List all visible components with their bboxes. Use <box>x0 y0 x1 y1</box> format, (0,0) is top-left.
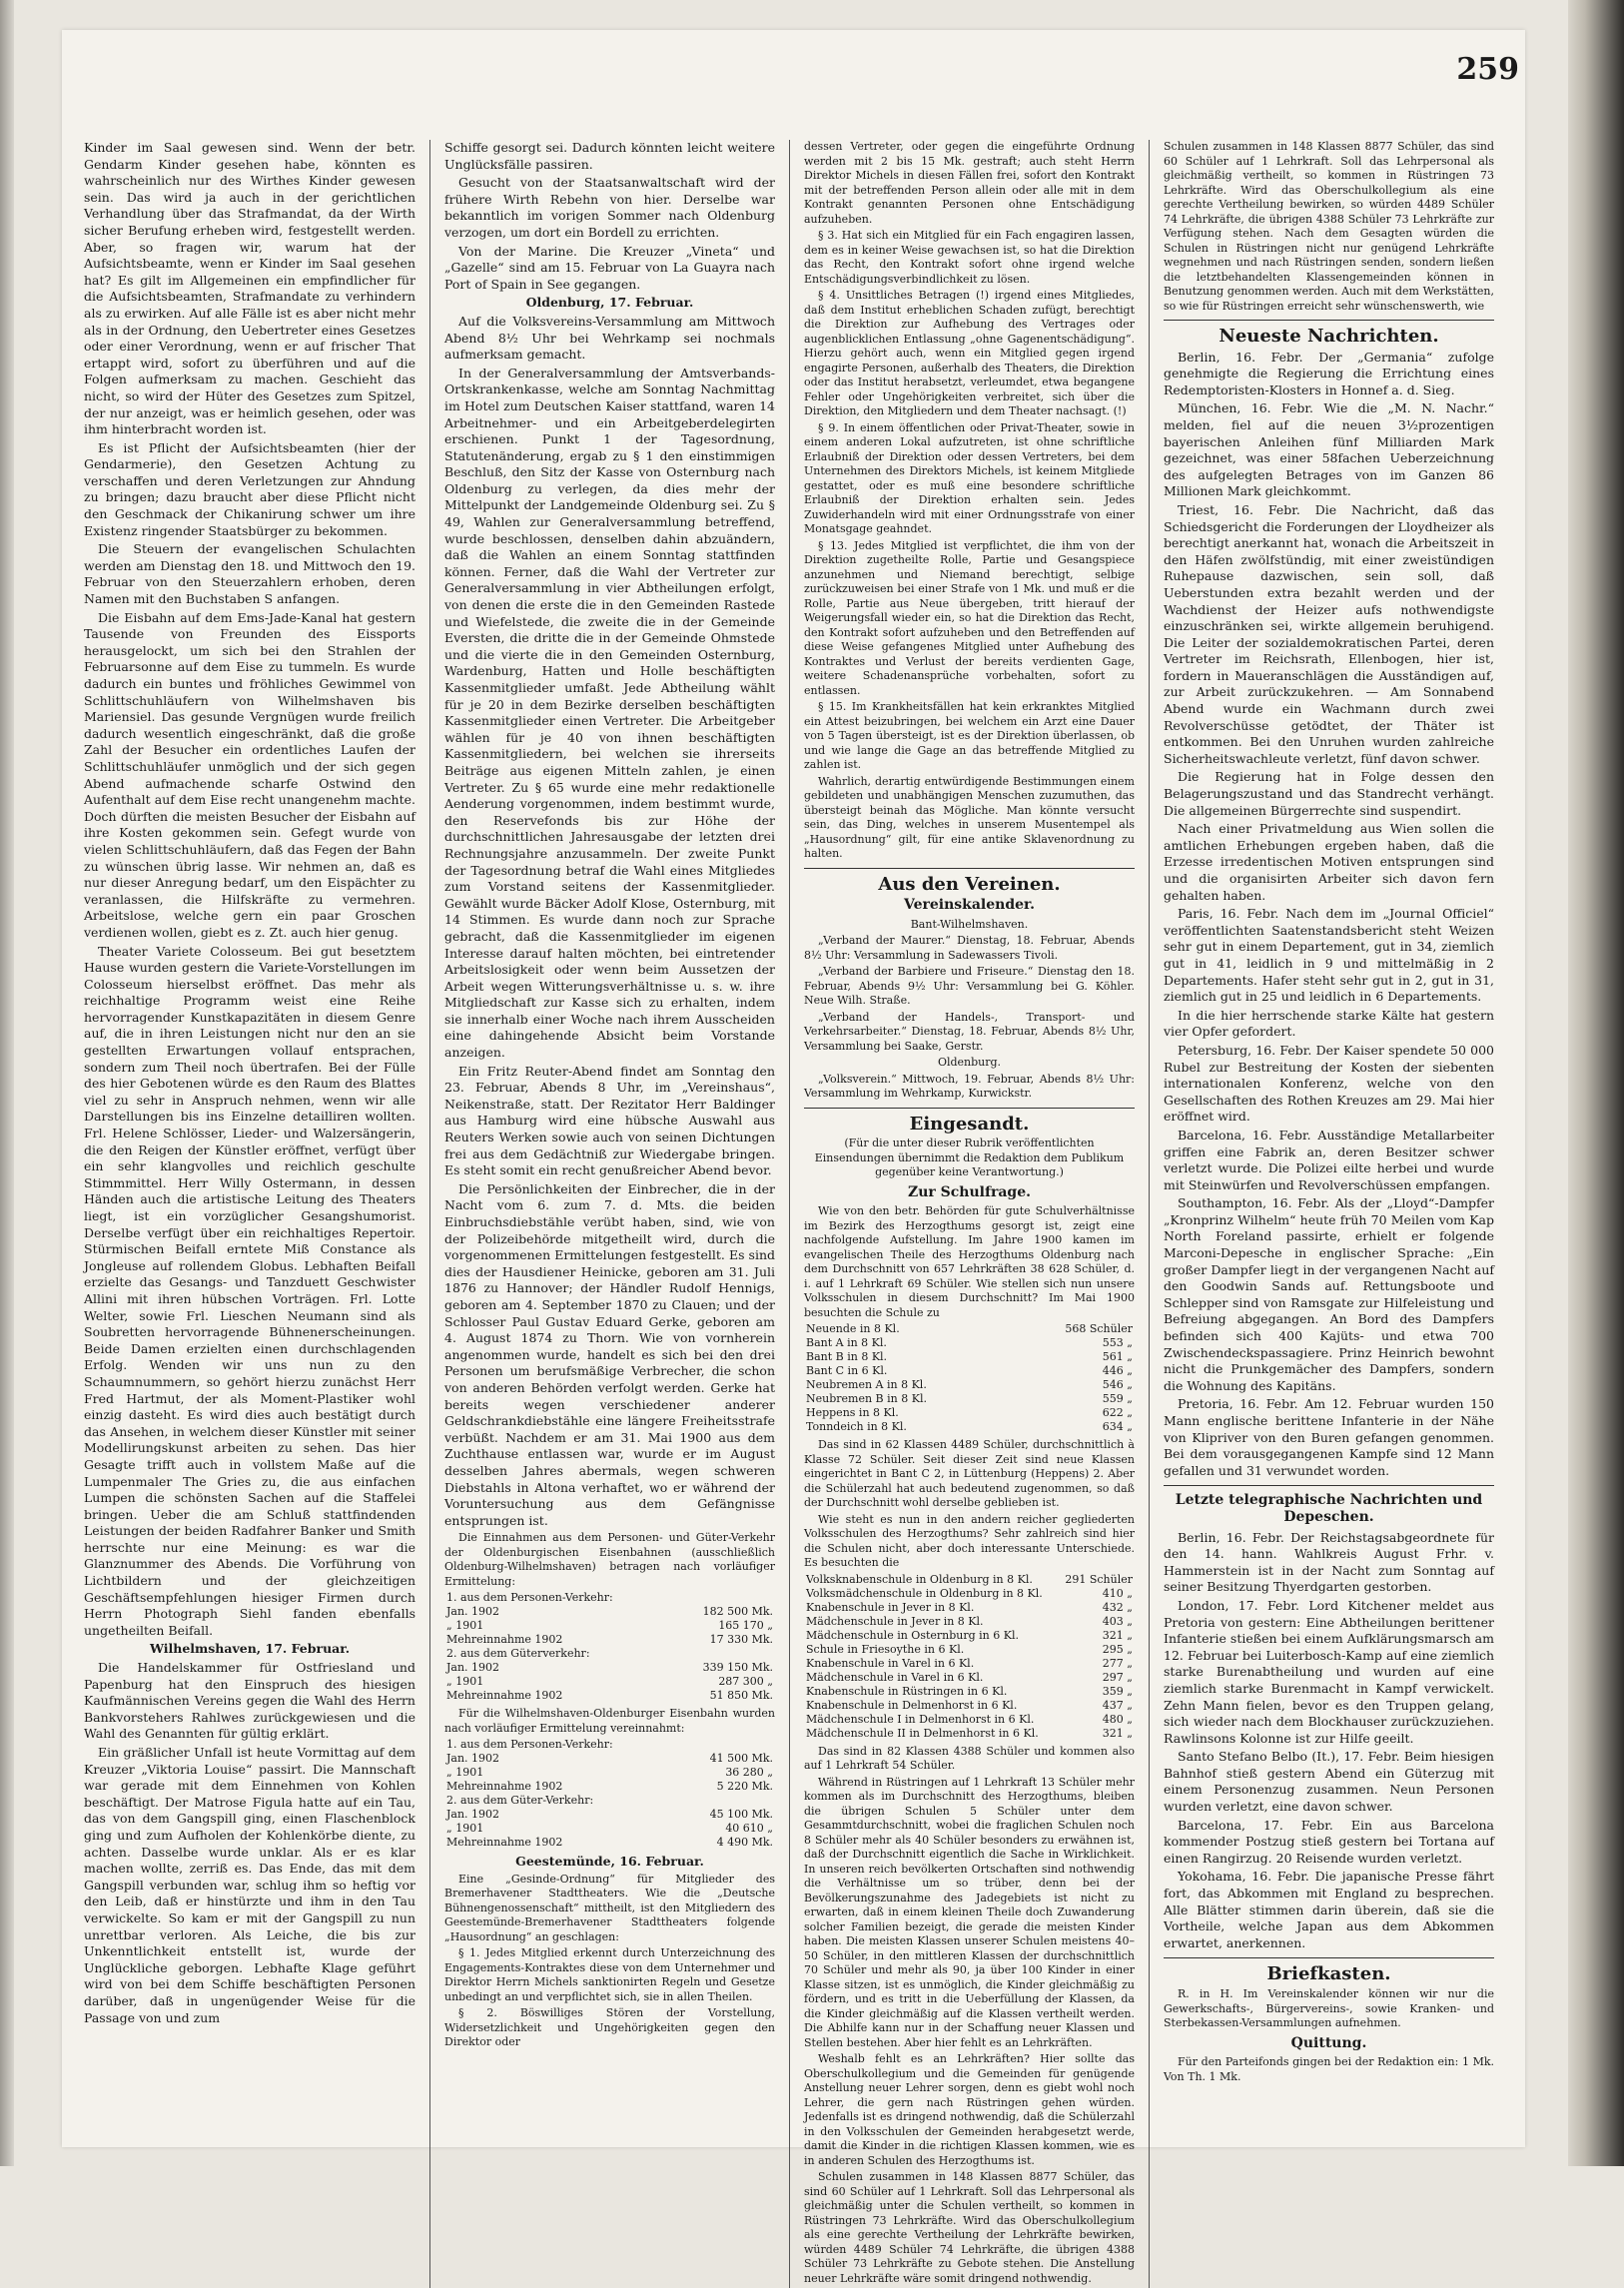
event-item: „Verband der Maurer.“ Dienstag, 18. Februar, Abends 8½ Uhr: Versammlung in Sadewassers Tivoli. <box>804 934 1135 962</box>
table-row: Mehreinnahme 1902 51 850 Mk. <box>446 1689 773 1703</box>
dateline: Wilhelmshaven, 17. Februar. <box>149 1641 351 1657</box>
table-row: „ 1901 165 170 „ <box>446 1619 773 1633</box>
table-row: Knabenschule in Jever in 8 Kl. 432 „ <box>806 1600 1133 1614</box>
article-text: Gesucht von der Staatsanwaltschaft wird der frühere Wirth Rebehn von hier. Derselbe war bekanntlich im vorigen Sommer nach Oldenburg verzogen, um dort ein Bordell zu errichten. <box>444 175 775 240</box>
table-row: Mehreinnahme 1902 4 490 Mk. <box>446 1836 773 1850</box>
news-item: Die Regierung hat in Folge dessen den Belagerungszustand und das Standrecht verhängt. Die allgemeinen Bürgerrechte sind suspendirt. <box>1164 769 1494 818</box>
news-item: Yokohama, 16. Febr. Die japanische Presse fährt fort, das Abkommen mit England zu besprechen. Alle Blätter stimmen darin überein, daß sie die Vortheile, welche Japan aus dem Abkommen erwartet, anerkennen. <box>1164 1869 1494 1950</box>
event-item: „Verband der Handels-, Transport- und Verkehrsarbeiter.“ Dienstag, 18. Februar, Abends 8½ Uhr, Versammlung bei Saake, Gerstr. <box>804 1010 1135 1053</box>
news-item: London, 17. Febr. Lord Kitchener meldet aus Pretoria von gestern: Eine Abtheilungen berittener Infanterie stießen bei einem Aufklärungsmarsch am 12. Februar bei Luiterbosch-Kamp auf eine ziemlich starke Burenabtheilung und wurden auf eine ziemlich starke Burenmacht in Kampf verwickelt. Zehn Mann fielen, bevor es den Truppen gelang, sich wieder nach dem Blockhauser zurückzuziehen. Rawlinsons Kolonne ist zur Hilfe geeilt. <box>1164 1597 1494 1746</box>
article-text: Schiffe gesorgt sei. Dadurch könnten leicht weitere Unglücksfälle passiren. <box>444 140 775 172</box>
column-2 <box>429 140 789 2288</box>
article-text: Für die Wilhelmshaven-Oldenburger Eisenbahn wurden nach vorläufiger Ermittelung vereinnahmt: <box>444 1707 775 1735</box>
article-text: Das sind in 82 Klassen 4388 Schüler und kommen also auf 1 Lehrkraft 54 Schüler. <box>804 1744 1135 1773</box>
section-title-telegrams: Letzte telegraphische Nachrichten und Depeschen. <box>1175 1492 1483 1525</box>
section-title-quittung: Quittung. <box>1290 2034 1367 2051</box>
column-3 <box>789 140 1149 2288</box>
table-row: Heppens in 8 Kl. 622 „ <box>806 1406 1133 1420</box>
table-row: Knabenschule in Delmenhorst in 6 Kl. 437 „ <box>806 1698 1133 1712</box>
dateline: Geestemünde, 16. Februar. <box>515 1854 704 1870</box>
article-text: Die Eisbahn auf dem Ems-Jade-Kanal hat gestern Tausende von Freunden des Eissports herausgelockt, um sich bei den Strahlen der Februarsonne auf dem Eise zu tummeln. Es wurde dadurch ein buntes und fröhliches Gewimmel von Schlittschuhläufern von Wilhelmshaven bis Mariensiel. Das gesunde Vergnügen wurde freilich dadurch wesentlich eingeschränkt, daß die große Zahl der Besucher ein ordentliches Laufen der Schlittschuhläufer unmöglich und der sich gegen Abend aufmachende scharfe Ostwind den Aufenthalt auf dem Eise recht unangenehm machte. Doch dürften die meisten Besucher der Eisbahn auf ihre Kosten gekommen sein. Gefegt wurde von vielen Schlittschuhläufern, daß das Fegen der Bahn zu wünschen übrig lasse. Wir nehmen an, daß es nur dieser Anregung bedarf, um den Eispächter zu veranlassen, die Hilfskräfte zu vermehren. Arbeitslose, welche gern ein paar Groschen verdienen wollen, giebt es z. Zt. auch hier genug. <box>84 609 415 940</box>
article-text: Weshalb fehlt es an Lehrkräften? Hier sollte das Oberschulkollegium und die Gemeinden für genügende Anstellung neuer Lehrer sorgen, denn es giebt wohl noch Lehrer, die gern nach Rüstringen gehen würden. Jedenfalls ist es dringend nothwendig, daß die Schülerzahl in den Volksschulen der Gemeinden herabgesetzt werde, damit die Kinder in die richtigen Klassen kommen, wie es in anderen Schulen des Herzogthums ist. <box>804 2052 1135 2167</box>
columns <box>70 140 1508 2285</box>
article-text: Auf die Volksvereins-Versammlung am Mittwoch Abend 8½ Uhr bei Wehrkamp sei nochmals aufmerksam gemacht. <box>444 313 775 363</box>
table-row: Mädchenschule I in Delmenhorst in 6 Kl. 480 „ <box>806 1712 1133 1726</box>
article-text: § 2. Böswilliges Stören der Vorstellung, Widersetzlichkeit und Ungehörigkeiten gegen den Direktor oder <box>444 2006 775 2049</box>
table-row: Mädchenschule in Jever in 8 Kl. 403 „ <box>806 1614 1133 1628</box>
table-row: Bant C in 6 Kl. 446 „ <box>806 1364 1133 1378</box>
table-row: Knabenschule in Rüstringen in 6 Kl. 359 „ <box>806 1684 1133 1698</box>
article-text: Wahrlich, derartig entwürdigende Bestimmungen einem gebildeten und unabhängigen Menschen zuzumuthen, das übersteigt beinah das Mögliche. Man könnte versucht sein, das Ding, welches in unserem Musentempel als „Hausordnung“ gilt, für eine antike Sklavenordnung zu halten. <box>804 774 1135 860</box>
table-row: 1. aus dem Personen-Verkehr: <box>446 1738 613 1752</box>
divider <box>804 868 1135 869</box>
table-row: Mehreinnahme 1902 17 330 Mk. <box>446 1633 773 1647</box>
table-row: Jan. 1902 41 500 Mk. <box>446 1752 773 1766</box>
news-item: Nach einer Privatmeldung aus Wien sollen die amtlichen Erhebungen ergeben haben, daß die Erzesse irredentischen Motiven entsprungen sind und die organisirten Arbeiter sich davon fern gehalten haben. <box>1164 821 1494 903</box>
table-row: Neuende in 8 Kl. 568 Schüler <box>806 1322 1133 1336</box>
table-row: Bant A in 8 Kl. 553 „ <box>806 1336 1133 1350</box>
news-item: München, 16. Febr. Wie die „M. N. Nachr.“ melden, fiel auf die neuen 3½prozentigen bayerischen Anleihen fünf Milliarden Mark gezeichnet, was einer 58fachen Ueberzeichnung des aufgelegten Betrages von im Ganzen 86 Millionen Mark gleichkommt. <box>1164 400 1494 499</box>
table-row: Knabenschule in Varel in 6 Kl. 277 „ <box>806 1656 1133 1670</box>
table-row: Volksmädchenschule in Oldenburg in 8 Kl. 410 „ <box>806 1586 1133 1600</box>
subsection-title: Vereinskalender. <box>904 897 1035 914</box>
article-text: Die Handelskammer für Ostfriesland und Papenburg hat den Einspruch des hiesigen Kaufmännischen Vereins gegen die Wahl des Herrn Bankvorstehers Rahlwes zurückgewiesen und die Wahl des Genannten für gültig erklärt. <box>84 1660 415 1742</box>
news-item: Berlin, 16. Febr. Der „Germania“ zufolge genehmigte die Regierung die Errichtung eines Redemptoristen-Klosters in Honnef a. d. Sieg. <box>1164 349 1494 397</box>
article-text: Schulen zusammen in 148 Klassen 8877 Schüler, das sind 60 Schüler auf 1 Lehrkraft. Soll das Lehrpersonal als gleichmäßig unter die Schulen vertheilt, so kommen in Rüstringen 73 Lehrkräfte. Wird das Oberschulkollegium als eine gerechte Vertheilung der Lehrkräfte bewirken, würden 4489 Schüler 74 Lehrkräfte, die übrigen 4388 Schüler 73 Lehrkräfte zu Gebote stehen. Die Anstellung neuer Lehrkräfte wäre somit dringend nothwendig. <box>804 2170 1135 2285</box>
revenue-table-1 <box>444 1591 775 1703</box>
subsection-title: Zur Schulfrage. <box>908 1183 1031 1200</box>
page-number: 259 <box>1456 52 1519 87</box>
table-row: Neubremen A in 8 Kl. 546 „ <box>806 1378 1133 1392</box>
section-title-news: Neueste Nachrichten. <box>1218 326 1439 347</box>
article-text: § 15. Im Krankheitsfällen hat kein erkranktes Mitglied ein Attest beizubringen, bei welchem ein Arzt eine Dauer von 5 Tagen übersteigt, ist es der Direktion überlassen, ob und wie lange die Gage an das betreffende Mitglied zu zahlen ist. <box>804 700 1135 771</box>
article-text: Von der Marine. Die Kreuzer „Vineta“ und „Gazelle“ sind am 15. Februar von La Guayra nach Port of Spain in See gegangen. <box>444 243 775 292</box>
article-text: § 4. Unsittliches Betragen (!) irgend eines Mitgliedes, daß dem Institut erheblichen Schaden zufügt, berechtigt die Direktion zur Aufhebung des Vertrages oder augenblicklichen Entlassung „ohne Gagenentschädigung“. Hierzu gehört auch, wenn ein Mitglied gegen irgend engagirte Personen, außerhalb des Theaters, die Direktion oder das Institut herabsetzt, verleumdet, etwa begangene Fehler oder Ungehörigkeiten verbreitet, sich über die Direktion, den Mitgliedern und dem Theater nachsagt. (!) <box>804 289 1135 417</box>
table-row: Mädchenschule II in Delmenhorst in 6 Kl. 321 „ <box>806 1726 1133 1740</box>
article-text: Die Einnahmen aus dem Personen- und Güter-Verkehr der Oldenburgischen Eisenbahnen (ausschließlich Oldenburg-Wilhelmshaven) betragen nach vorläufiger Ermittelung: <box>444 1531 775 1588</box>
table-row: Jan. 1902 182 500 Mk. <box>446 1605 773 1619</box>
article-text: Wie steht es nun in den andern reicher gegliederten Volksschulen des Herzogthums? Sehr zahlreich sind hier die Schulen nicht, aber doch interessante Unterschiede. Es besuchten die <box>804 1512 1135 1570</box>
table-row: Schule in Friesoythe in 6 Kl. 295 „ <box>806 1642 1133 1656</box>
table-row: Neubremen B in 8 Kl. 559 „ <box>806 1392 1133 1406</box>
column-4 <box>1149 140 1508 2288</box>
scan-left-edge <box>0 0 14 2166</box>
table-row: Mädchenschule in Varel in 6 Kl. 297 „ <box>806 1670 1133 1684</box>
news-item: Barcelona, 16. Febr. Ausständige Metallarbeiter griffen eine Fabrik an, deren Besitzer schwer verletzt wurde. Die Polizei eilte herbei und wurde mit Steinwürfen und Revolverschüssen empfangen. <box>1164 1127 1494 1192</box>
divider <box>1164 320 1494 321</box>
article-text: § 3. Hat sich ein Mitglied für ein Fach engagiren lassen, dem es in keiner Weise gewachsen ist, so hat die Direktion das Recht, den Kontrakt sofort ohne irgend welche Entschädigungsverbindlichkeit zu lösen. <box>804 229 1135 286</box>
section-title-briefkasten: Briefkasten. <box>1266 1963 1391 1985</box>
table-row: 2. aus dem Güterverkehr: <box>446 1647 590 1661</box>
school-table-2 <box>804 1573 1135 1741</box>
news-item: In die hier herrschende starke Kälte hat gestern vier Opfer gefordert. <box>1164 1007 1494 1040</box>
article-text: Das sind in 62 Klassen 4489 Schüler, durchschnittlich à Klasse 72 Schüler. Seit dieser Zeit sind neue Klassen eingerichtet in Bant C 2, in Lüttenburg (Heppens) 2. Aber die Schülerzahl hat auch bedeutend zugenommen, so daß der Durchschnitt wohl derselbe geblieben ist. <box>804 1438 1135 1510</box>
place-heading: Oldenburg. <box>937 1056 1002 1070</box>
revenue-table-2 <box>444 1738 775 1850</box>
divider <box>1164 1957 1494 1958</box>
mailbox-item: R. in H. Im Vereinskalender können wir nur die Gewerkschafts-, Bürgervereins-, sowie Kranken- und Sterbekassen-Versammlungen aufnehmen. <box>1164 1987 1494 2029</box>
news-item: Berlin, 16. Febr. Der Reichstagsabgeordnete für den 14. hann. Wahlkreis August Frhr. v. Hammerstein ist in der Nacht zum Sonntag auf seiner Besitzung Thyerdgarten gestorben. <box>1164 1529 1494 1595</box>
news-item: Pretoria, 16. Febr. Am 12. Februar wurden 150 Mann englische berittene Infanterie in der Nähe von Klipriver von den Buren gefangen genommen. Bei dem vorausgegangenen Kampfe sind 12 Mann gefallen und 31 verwundet worden. <box>1164 1396 1494 1478</box>
news-item: Barcelona, 17. Febr. Ein aus Barcelona kommender Postzug stieß gestern bei Tortana auf einen Rangirzug. 20 Reisende wurden verletzt. <box>1164 1817 1494 1866</box>
article-text: § 13. Jedes Mitglied ist verpflichtet, die ihm von der Direktion zugetheilte Rolle, Partie und Gesangspiece anzunehmen und Niemand berechtigt, selbige zurückzuweisen bei einer Strafe von 1 Mk. und muß er die Rolle, Partie aus Neue übergeben, tritt hierauf der Weigerungsfall wieder ein, so hat die Direktion das Recht, den Kontrakt sofort aufzuheben und den Betreffenden auf diese Weise gefangenes Mitglied unter Aufhebung des Kontraktes und Verlust der bereits verdienten Gage, weitere Schadenansprüche vorbehalten, sofort zu entlassen. <box>804 538 1135 697</box>
disclaimer: (Für die unter dieser Rubrik veröffentlichten Einsendungen übernimmt die Redaktion dem Publikum gegenüber keine Verantwortung.) <box>814 1137 1125 1179</box>
article-text: dessen Vertreter, oder gegen die eingeführte Ordnung werden mit 2 bis 15 Mk. gestraft; auch steht Herrn Direktor Michels in diesen Fällen frei, sofort den Kontrakt mit der betreffenden Person allein oder alle mit in dem Kontrakt genannten Personen ohne Entschädigung aufzuheben. <box>804 140 1135 226</box>
table-row: Mädchenschule in Osternburg in 6 Kl. 321 „ <box>806 1628 1133 1642</box>
school-table-1 <box>804 1322 1135 1434</box>
receipt-item: Für den Parteifonds gingen bei der Redaktion ein: 1 Mk. Von Th. 1 Mk. <box>1164 2055 1494 2083</box>
table-row: 1. aus dem Personen-Verkehr: <box>446 1591 613 1605</box>
article-text: Während in Rüstringen auf 1 Lehrkraft 13 Schüler mehr kommen als im Durchschnitt des Herzogthums, bleiben die übrigen Schulen 5 Schüler unter dem Gesammtdurchschnitt, wobei die fraglichen Schulen noch 8 Schüler mehr als 40 Schüler besonders zu erwähnen ist, daß der Durchschnitt eigentlich die Sache in Wirklichkeit. In unseren reich bevölkerten Ortschaften sind nothwendig die Verhältnisse um so trüber, denn bei der Bevölkerungszunahme des Jadegebiets ist nicht zu erwarten, daß in einem kleinen Theile doch Zuwanderung solcher Familien bezeigt, die gerade die meisten Kinder haben. Die meisten Klassen unserer Schulen meistens 40–50 Schüler, in den mittleren Klassen der durchschnittlich 70 Schüler und mehr als 90, ja über 100 Kinder in einer Klasse sitzen, ist es unmöglich, die Kinder gleichmäßig zu fördern, und es tritt in die Ueberfüllung der Klassen, da die Kinder gleichmäßig auf die Klassen vertheilt werden. Die Abhilfe kann nur in der Schaffung neuer Klassen und Stellen bestehen. Aber hier fehlt es an Lehrkräften. <box>804 1775 1135 2049</box>
table-row: Jan. 1902 339 150 Mk. <box>446 1661 773 1675</box>
article-text: Es ist Pflicht der Aufsichtsbeamten (hier der Gendarmerie), den Gesetzen Achtung zu verschaffen und deren Verletzungen zur Ahndung zu bringen; dazu braucht aber diese Pflicht nicht den Geschmack der Chikanirung schwer um ihre Existenz ringender Staatsbürger zu bekommen. <box>84 439 415 538</box>
book-spine-shadow <box>1568 0 1624 2166</box>
article-text: Schulen zusammen in 148 Klassen 8877 Schüler, das sind 60 Schüler auf 1 Lehrkraft. Soll das Lehrpersonal als gleichmäßig vertheilt, so kommen in Rüstringen 73 Lehrkräfte. Wird das Oberschulkollegium als eine gerechte Vertheilung bewirken, so würden 4489 Schüler 74 Lehrkräfte, die übrigen 4388 Schüler 73 Lehrkräfte zur Verfügung stehen. Nach dem Gesagten würden die Schulen in Rüstringen nicht nur genügend Lehrkräfte wegnehmen und nach Rüstringen senden, sondern ließen die letztbehandelten Klassengemeinden können in Benutzung genommen werden. Auch mit dem Werkstätten, so wie für Rüstringen erreicht sehr wünschenswerth, wie <box>1164 140 1494 313</box>
table-row: „ 1901 287 300 „ <box>446 1675 773 1689</box>
news-item: Paris, 16. Febr. Nach dem im „Journal Officiel“ veröffentlichten Saatenstandsbericht steht Weizen sehr gut in einem Departement, gut in 34, ziemlich gut in 41, leidlich in 9 und mittelmäßig in 2 Departements. Hafer steht sehr gut in 2, gut in 31, ziemlich gut in 25 und leidlich in 6 Departements. <box>1164 906 1494 1005</box>
place-heading: Bant-Wilhelmshaven. <box>910 917 1029 931</box>
article-text: Die Persönlichkeiten der Einbrecher, die in der Nacht vom 6. zum 7. d. Mts. die beiden Einbruchsdiebstähle verübt haben, sind, wie von der Polizeibehörde mitgetheilt wird, durch die vorgenommenen Ermittelungen festgestellt. Es sind dies der Hausdiener Heinicke, geboren am 31. Juli 1876 zu Hannover; der Händler Rudolf Hennigs, geboren am 4. September 1870 zu Clauen; und der Schlosser Paul Gustav Eduard Gerke, geboren am 4. August 1874 zu Thorn. Wie von vornherein angenommen wurde, handelt es sich bei den drei Personen um berufsmäßige Verbrecher, die schon von anderen Behörden verfolgt werden. Gerke hat bereits wegen verschiedener anderer Geldschrankdiebstähle eine längere Freiheitsstrafe verbüßt. Nachdem er am 31. Mai 1900 aus dem Zuchthause entlassen war, wurde er im August desselben Jahres abermals, wegen schweren Diebstahls in Altona verhaftet, wo er während der Voruntersuchung aus dem Gefängnisse entsprungen ist. <box>444 1180 775 1528</box>
news-item: Triest, 16. Febr. Die Nachricht, daß das Schiedsgericht die Forderungen der Lloydheizer als berechtigt anerkannt hat, wonach die Arbeitszeit in den Häfen zwölfstündig, mit einer zweistündigen Ruhepause dazwischen, sein soll, daß Ueberstunden extra bezahlt werden und der Wachdienst der Heizer aufs nothwendigste einzuschränken sei, wirkte allgemein beruhigend. Die Leiter der sozialdemokratischen Partei, deren Vertreter im Reichsrath, Ellenbogen, hier ist, fordern in Maueranschlägen die Ausständigen auf, zur Arbeit zurückzukehren. — Am Sonnabend Abend wurde ein Wachmann durch zwei Revolverschüsse getödtet, der Thäter ist entkommen. Bei den Unruhen wurden zahlreiche Sicherheitswachleute verletzt, fünf davon schwer. <box>1164 501 1494 766</box>
divider <box>804 1108 1135 1109</box>
table-row: Bant B in 8 Kl. 561 „ <box>806 1350 1133 1364</box>
article-text: § 9. In einem öffentlichen oder Privat-Theater, sowie in einem anderen Lokal aufzutreten, ist ohne schriftliche Erlaubniß der Direktion oder dessen Vertreters, bei dem Unternehmen des Direktors Michels, ist keinem Mitgliede gestattet, oder es muß eine besondere schriftliche Erlaubniß der Direktion erhalten sein. Jedes Zuwiderhandeln wird mit einer Ordnungsstrafe von einer Monatsgage geahndet. <box>804 420 1135 535</box>
article-text: Kinder im Saal gewesen sind. Wenn der betr. Gendarm Kinder gesehen habe, könnten es wahrscheinlich nur des Wirthes Kinder gewesen sein. Das wird ja auch in der gerichtlichen Verhandlung über das Strafmandat, da der Wirth sicher Berufung erheben wird, festgestellt werden. Aber, so fragen wir, warum hat der Aufsichtsbeamte, wenn er Kinder im Saal gesehen hat? Es gilt im Allgemeinen ein empfindlicher für die Aufsichtsbeamten, Strafmandate zu verhindern als zu erwirken. Auf alle Fälle ist es aber nicht mehr als in der Ordnung, den Uebertreter eines Gesetzes oder einer Verordnung, wenn er auf frischer That ertappt wird, sofort zu überführen und auf die Folgen aufmerksam zu machen. Geschieht das nicht, so wird der Hüter des Gesetzes zum Spitzel, der nur anzeigt, was er heimlich gesehen, oder was ihm hinterbracht worden ist. <box>84 140 415 437</box>
table-row: „ 1901 40 610 „ <box>446 1822 773 1836</box>
news-item: Petersburg, 16. Febr. Der Kaiser spendete 50 000 Rubel zur Bestreitung der Kosten der siebenten internationalen Konferenz, welche von den Gesellschaften des Rothen Kreuzes am 29. Mai hier eröffnet wird. <box>1164 1042 1494 1125</box>
article-text: Eine „Gesinde-Ordnung“ für Mitglieder des Bremerhavener Stadttheaters. Wie die „Deutsche Bühnengenossenschaft“ mittheilt, ist den Mitgliedern des Geestemünde-Bremerhavener Stadttheaters folgende „Hausordnung“ an geschlagen: <box>444 1872 775 1943</box>
news-item: Santo Stefano Belbo (It.), 17. Febr. Beim hiesigen Bahnhof stieß gestern Abend ein Güterzug mit einem Personenzug zusammen. Neun Personen wurden verletzt, eine davon schwer. <box>1164 1749 1494 1815</box>
event-item: „Verband der Barbiere und Friseure.“ Dienstag den 18. Februar, Abends 9½ Uhr: Versammlung bei G. Köhler. Neue Wilh. Straße. <box>804 965 1135 1008</box>
dateline: Oldenburg, 17. Februar. <box>525 295 694 311</box>
section-title-eingesandt: Eingesandt. <box>909 1113 1030 1135</box>
table-row: Jan. 1902 45 100 Mk. <box>446 1808 773 1822</box>
newspaper-page <box>62 30 1525 2285</box>
section-title-vereine: Aus den Vereinen. <box>878 873 1061 895</box>
divider <box>1164 1485 1494 1486</box>
table-row: „ 1901 36 280 „ <box>446 1766 773 1780</box>
article-text: § 1. Jedes Mitglied erkennt durch Unterzeichnung des Engagements-Kontraktes diese von dem Unternehmer und Direktor Herrn Michels sanktionirten Regeln und Gesetze unbedingt an und verpflichtet sich, sie in allen Theilen. <box>444 1946 775 2003</box>
table-row: Mehreinnahme 1902 5 220 Mk. <box>446 1780 773 1794</box>
table-row: 2. aus dem Güter-Verkehr: <box>446 1794 594 1808</box>
news-item: Southampton, 16. Febr. Als der „Lloyd“-Dampfer „Kronprinz Wilhelm“ heute früh 70 Meilen vom Kap North Foreland passirte, erhielt er folgende Marconi-Depesche in englischer Sprache: „Ein großer Dampfer liegt in der vergangenen Nacht auf den Goodwin Sands auf. Rettungsboote und Schlepper sind von Ramsgate zur Hilfeleistung und Befreiung abgegangen. An Bord des Dampfers befinden sich 400 Kajüts- und etwa 700 Zwischendeckspassagiere. Prinz Heinrich bewohnt nicht die Prunkgemächer des Dampfers, sondern die Wohnung des Kapitäns. <box>1164 1195 1494 1393</box>
table-row: Tonndeich in 8 Kl. 634 „ <box>806 1420 1133 1434</box>
column-1 <box>70 140 429 2288</box>
table-row: Volksknabenschule in Oldenburg in 8 Kl. 291 Schüler <box>806 1572 1133 1586</box>
event-item: „Volksverein.“ Mittwoch, 19. Februar, Abends 8½ Uhr: Versammlung im Wehrkamp, Kurwickstr. <box>804 1072 1135 1101</box>
article-text: Wie von den betr. Behörden für gute Schulverhältnisse im Bezirk des Herzogthums gesorgt ist, zeigt eine nachfolgende Aufstellung. Im Jahre 1900 kamen im evangelischen Theile des Herzogthums Oldenburg nach dem Durchschnitt von 657 Lehrkräften 38 628 Schüler, d. i. auf 1 Lehrkraft 69 Schüler. Wie stellen sich nun unsere Volksschulen in diesem Durchschnitt? Im Mai 1900 besuchten die Schule zu <box>804 1204 1135 1319</box>
article-text: Ein Fritz Reuter-Abend findet am Sonntag den 23. Februar, Abends 8 Uhr, im „Vereinshaus“, Neikenstraße, statt. Der Rezitator Herr Baldinger aus Hamburg wird eine hübsche Auswahl aus Reuters Werken sowie auch von seinen Dichtungen frei aus dem Gedächtniß zur Wiedergabe bringen. Es steht somit ein recht genußreicher Abend bevor. <box>444 1063 775 1178</box>
article-text: In der Generalversammlung der Amtsverbands-Ortskrankenkasse, welche am Sonntag Nachmittag im Hotel zum Deutschen Kaiser stattfand, waren 14 Arbeitnehmer- und ein Arbeitgeberdelegirten erschienen. Punkt 1 der Tagesordnung, Statutenänderung, ergab zu § 1 den einstimmigen Beschluß, den Sitz der Kasse von Osternburg nach Oldenburg zu verlegen, da dies mehr der Mittelpunkt der Landgemeinde Oldenburg sei. Zu § 49, Wahlen zur Generalversammlung betreffend, wurde beschlossen, denselben dahin abzuändern, daß die Wahlen an einem Sonntag stattfinden können. Ferner, daß die Wahl der Vertreter zur Generalversammlung in vier Abtheilungen erfolgt, von denen die erste die in den Gemeinden Rastede und Wiefelstede, die zweite die in der Gemeinde Eversten, die dritte die in der Gemeinde Ohmstede und die vierte die in den Gemeinden Osternburg, Wardenburg, Hatten und Holle beschäftigten Kassenmitglieder umfaßt. Jede Abtheilung wählt für je 20 in dem Bezirke derselben beschäftigten Kassenmitglieder einen Vertreter. Die Arbeitgeber wählen für je 40 von ihnen beschäftigten Kassenmitgliedern, bei welchen sie ihrerseits Beiträge aus eigenen Mitteln zahlen, je einen Vertreter. Zu § 65 wurde eine mehr redaktionelle Aenderung vorgenommen, indem bestimmt wurde, den Reservefonds bis zur Höhe der durchschnittlichen Jahresausgabe der letzten drei Rechnungsjahre anzusammeln. Der zweite Punkt der Tagesordnung betraf die Wahl eines Mitgliedes zum Vorstand seitens der Kassenmitglieder. Gewählt wurde Bäcker Adolf Klose, Osternburg, mit 14 Stimmen. Es wurde dann noch zur Sprache gebracht, daß die Kassenmitglieder im eigenen Interesse darauf halten möchten, bei eintretender Arbeitslosigkeit oder wenn beim Aussetzen der Arbeit wegen Witterungsverhältnisse u. s. w. ihre Mitgliedschaft zur Kasse sich zu erhalten, indem sie innerhalb einer Woche nach ihrem Ausscheiden eine dahingehende Absicht beim Vorstande anzeigen. <box>444 365 775 1061</box>
article-text: Die Steuern der evangelischen Schulachten werden am Dienstag den 18. und Mittwoch den 19. Februar von den Steuerzahlern erhoben, deren Namen mit den Buchstaben S anfangen. <box>84 541 415 607</box>
article-text: Ein gräßlicher Unfall ist heute Vormittag auf dem Kreuzer „Viktoria Louise“ passirt. Die Mannschaft war gerade mit dem Einnehmen von Kohlen beschäftigt. Der Matrose Figula hatte auf ein Tau, das von dem Gangspill ging, einen Flaschenblock ging und zum Aufholen der Kohlenkörbe diente, zu achten. Dasselbe wurde unklar. Als er es klar machen wollte, zerriß es. Das Ende, das mit dem Gangspill verbunden war, schlug ihm so heftig vor den Leib, daß er hinstürzte und ihm in den Tau verwickelte. So kam er mit der Gangspill zu nun unrettbar verloren. Als Leiche, die bis zur Unkenntlichkeit entstellt ist, wurde der Unglückliche geborgen. Lebhafte Klage geführt wird von bei dem Schiffe beschäftigten Personen darüber, daß in ungenügender Weise für die Passage von und zum <box>84 1745 415 2025</box>
article-text: Theater Variete Colosseum. Bei gut besetztem Hause wurden gestern die Variete-Vorstellungen im Colosseum hierselbst eröffnet. Das mehr als reichhaltige Programm weist eine Reihe hervorragender Kunstkapazitäten in diesem Genre auf, die in ihren Leistungen nicht nur den an sie gestellten Erwartungen vollauf entsprachen, sondern zum Theil noch übertrafen. Bei der Fülle des hier Gebotenen würde es den Raum des Blattes viel zu sehr in Anspruch nehmen, wenn wir alle Darstellungen bis ins Einzelne detailliren wollten. Frl. Helene Schlösser, Lieder- und Walzersängerin, die den Reigen der Künstler eröffnet, verfügt über ein sehr klangvolles und reichlich geschulte Stimmmittel. Herr Willy Ostermann, in dessen Händen auch die artistische Leitung des Theaters liegt, ist ein vorzüglicher Gesangshumorist. Derselbe verfügt über ein reichhaltiges Repertoir. Stürmischen Beifall erntete Miß Constance als Jongleuse auf rollendem Globus. Lebhaften Beifall erzielte das Gesangs- und Tanzduett Geschwister Allini mit ihren hübschen Vorträgen. Frl. Lotte Welter, sowie Frl. Lieschen Neumann sind als Soubretten hervorragende Bühnenerscheinungen. Beide Damen erzielten einen durchschlagenden Erfolg. Wenden wir uns nun zu den Schaumnummern, so gehört hierzu zunächst Herr Fred Hartmut, der als Moment-Plastiker wohl einzig dasteht. Es wird dies auch bestätigt durch das Ansehen, in welchem dieser Künstler mit seiner Modellirungskunst arbeiten zu sehen. Das hier Gesagte trifft auch in vollstem Maße auf die Lumpenmaler The Gries zu, die aus einfachen Lumpen die schönsten Sachen auf die Staffelei bringen. Ueber die am Schluß stattfindenden Leistungen der beiden Radfahrer Banker und Smith herrschte nur eine Meinung: es war die Glanznummer des Abends. Die Vorführung von Lichtbildern und der gleichzeitigen Geschäftsempfehlungen hiesiger Firmen durch Herrn Photograph Siehl fanden ebenfalls ungetheilten Beifall. <box>84 943 415 1638</box>
